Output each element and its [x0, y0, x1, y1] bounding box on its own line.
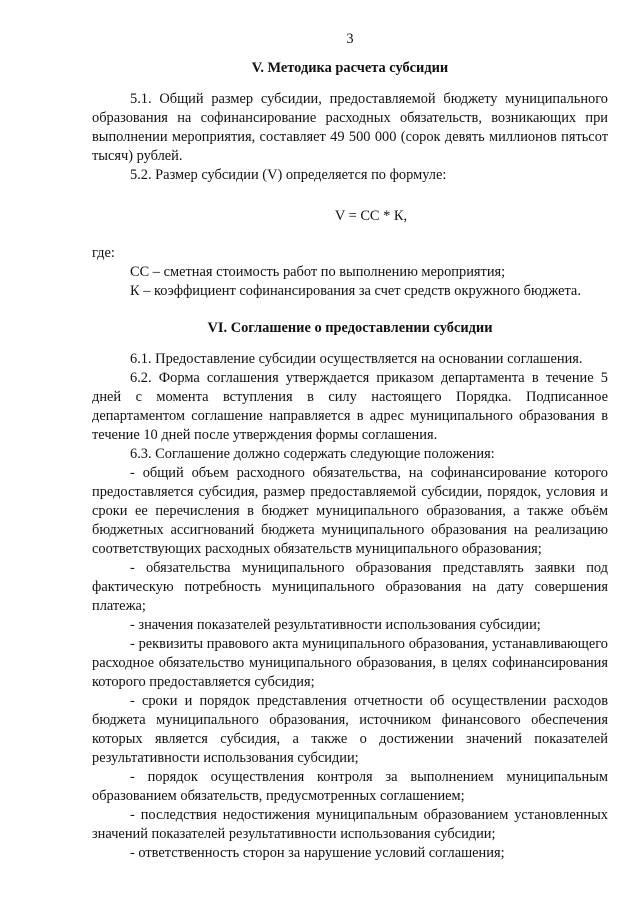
list-item: - значения показателей результативности использования субсидии;: [130, 617, 541, 633]
paragraph-6-3: 6.3. Соглашение должно содержать следующие положения:: [130, 446, 495, 462]
where-label: где:: [92, 245, 115, 261]
definition-cc: CC – сметная стоимость работ по выполнению мероприятия;: [130, 264, 506, 280]
list-item: - порядок осуществления контроля за выполнением муниципальным образованием обязательств, предусмотренных соглашением;: [92, 769, 608, 804]
section-6-title: VI. Соглашение о предоставлении субсидии: [207, 320, 493, 336]
list-item: - общий объем расходного обязательства, на софинансирование которого предоставляется субсидия, размер предоставляемой субсидии, порядок, условия и сроки ее перечисления в бюджет муниципального образования, а также объём бюджетных ассигнований бюджета муниципального образования на реализацию соответствующих расходных обязательств муниципального образования;: [92, 465, 608, 557]
paragraph-6-2: 6.2. Форма соглашения утверждается приказом департамента в течение 5 дней с момента вступления в силу настоящего Порядка. Подписанное департаментом соглашение направляется в адрес муниципального образования в течение 10 дней после утверждения формы соглашения.: [92, 370, 608, 443]
subsidy-formula: V = CC * К,: [334, 208, 408, 224]
paragraph-5-1: 5.1. Общий размер субсидии, предоставляемой бюджету муниципального образования на софинансирование расходных обязательств, возникающих при выполнении мероприятия, составляет 49 500 000 (сорок девять миллионов пятьсот тысяч) рублей.: [92, 91, 608, 164]
paragraph-5-2: 5.2. Размер субсидии (V) определяется по формуле:: [130, 167, 447, 183]
list-item: - ответственность сторон за нарушение условий соглашения;: [130, 845, 505, 861]
list-item: - обязательства муниципального образования представлять заявки под фактическую потребность муниципального образования на дату совершения платежа;: [92, 560, 608, 614]
list-item: - сроки и порядок представления отчетности об осуществлении расходов бюджета муниципального образования, источником финансового обеспечения которых является субсидия, а также о достижении значений показателей результативности использования субсидии;: [92, 693, 608, 766]
list-item: - последствия недостижения муниципальным образованием установленных значений показателей результативности использования субсидии;: [92, 807, 608, 842]
definition-k: К – коэффициент софинансирования за счет средств окружного бюджета.: [130, 283, 581, 299]
paragraph-6-1: 6.1. Предоставление субсидии осуществляется на основании соглашения.: [130, 351, 583, 367]
section-5-title: V. Методика расчета субсидии: [251, 60, 449, 76]
list-item: - реквизиты правового акта муниципального образования, устанавливающего расходное обязательство муниципального образования, в целях софинансирования которого предоставляется субсидия;: [92, 636, 608, 690]
page-number: 3: [346, 31, 354, 47]
document-page: [92, 30, 608, 863]
